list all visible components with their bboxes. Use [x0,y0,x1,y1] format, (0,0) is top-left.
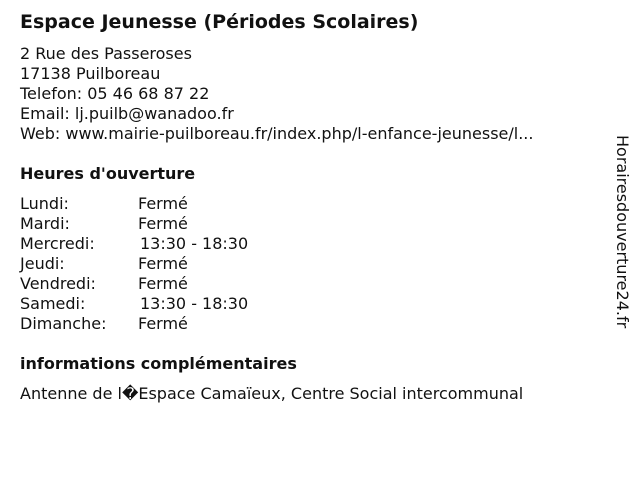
day-label: Samedi: [20,294,86,313]
day-label: Mercredi: [20,234,95,253]
day-label: Lundi: [20,194,69,213]
time-value: Fermé [138,254,188,273]
hours-row-monday [20,194,248,214]
day-label: Mardi: [20,214,70,233]
address-block [20,44,533,144]
opening-hours-heading: Heures d'ouverture [20,164,196,183]
hours-row-friday [20,274,248,294]
hours-row-wednesday [20,234,248,254]
additional-info-text: Antenne de l�Espace Camaïeux, Centre Social intercommunal [20,384,524,403]
hours-row-sunday [20,314,248,334]
day-label: Jeudi: [20,254,65,273]
time-value: Fermé [138,214,188,233]
email-address: Email: lj.puilb@wanadoo.fr [20,104,234,123]
time-value: 13:30 - 18:30 [140,234,249,253]
time-value: Fermé [138,314,188,333]
city-address: 17138 Puilboreau [20,64,161,83]
day-label: Dimanche: [20,314,107,333]
street-address: 2 Rue des Passeroses [20,44,192,63]
watermark-text: Horairesdouverture24.fr [613,135,632,329]
time-value: Fermé [138,194,188,213]
time-value: 13:30 - 18:30 [140,294,249,313]
hours-row-thursday [20,254,248,274]
day-label: Vendredi: [20,274,96,293]
page-title: Espace Jeunesse (Périodes Scolaires) [20,11,419,33]
hours-row-tuesday [20,214,248,234]
watermark [612,135,634,375]
opening-hours-table [20,194,248,334]
hours-row-saturday [20,294,248,314]
phone-number: Telefon: 05 46 68 87 22 [20,84,210,103]
additional-info-heading: informations complémentaires [20,354,297,373]
time-value: Fermé [138,274,188,293]
website-link: Web: www.mairie-puilboreau.fr/index.php/l-enfance-jeunesse/l... [20,124,534,143]
